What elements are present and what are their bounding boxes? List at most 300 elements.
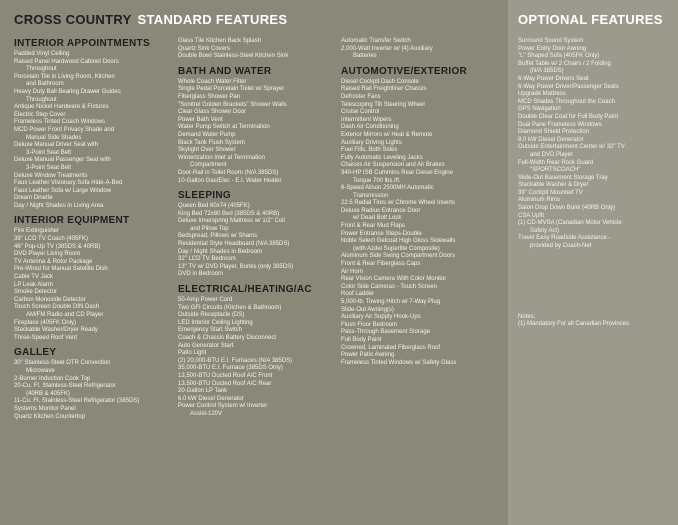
feature-text: Deluxe Window Treatments <box>14 172 88 179</box>
feature-item <box>178 241 338 249</box>
feature-text: 35,000-BTU E.I. Furnace (385DS Only) <box>178 365 283 372</box>
feature-text: Power Bath Vent <box>178 116 223 123</box>
feature-item <box>178 86 338 94</box>
feature-text: Surround Sound System <box>518 38 584 44</box>
section-interior-appointments <box>14 38 184 210</box>
feature-item <box>341 223 506 231</box>
feature-item <box>14 180 184 188</box>
feature-text: Fireplace (405FK Only) <box>14 319 77 326</box>
feature-text: Faux Leather Visionary Sofa Hide-A-Bed <box>14 180 123 187</box>
feature-item <box>14 59 184 74</box>
feature-text-continued: Throughout <box>26 66 57 73</box>
feature-text: Water Pump Switch at Termination <box>178 124 270 131</box>
feature-text: Queen Bed 60x74 (405FK) <box>178 203 250 210</box>
feature-text: Rear Vision Camera With Color Monitor <box>341 276 447 283</box>
feature-item <box>518 175 676 183</box>
feature-item <box>341 253 506 261</box>
feature-text: Padded Vinyl Ceiling <box>14 51 70 57</box>
feature-item <box>14 266 184 274</box>
feature-text: Dream Dinette <box>14 195 53 202</box>
feature-text: Day / Night Shades in Living Area <box>14 202 104 209</box>
section-title: AUTOMOTIVE/EXTERIOR <box>341 65 468 77</box>
feature-text: Telescoping Tilt Steering Wheel <box>341 101 425 108</box>
feature-item <box>178 343 338 351</box>
feature-item <box>341 291 506 299</box>
feature-text: Cruise Control <box>341 109 380 116</box>
feature-text: 20-Cu. Ft. Stainless-Steel Refrigerator <box>14 383 116 390</box>
feature-text: 22.5 Radial Tires w/ Chrome Wheel Inserts <box>341 200 456 207</box>
feature-item <box>341 94 506 102</box>
feature-text-continued: Batteries <box>353 53 377 60</box>
feature-text: "Sonitrel Golden Brackets" Shower Walls <box>178 101 287 108</box>
feature-item <box>341 117 506 125</box>
feature-item <box>518 182 676 190</box>
feature-item <box>14 74 184 89</box>
section-automotive-exterior <box>341 66 506 368</box>
feature-text: DVD in Bedroom <box>178 271 224 278</box>
optional-features-title: OPTIONAL FEATURES <box>518 12 663 27</box>
feature-text: Color Side Cameras - Touch Screen <box>341 283 437 290</box>
feature-list <box>341 38 506 61</box>
feature-item <box>14 398 184 406</box>
feature-item <box>341 299 506 307</box>
feature-item <box>178 218 338 233</box>
feature-text: Frameless Tinted Windows w/ Safety Glass <box>341 359 457 366</box>
feature-text-continued: and Pillow Top <box>190 225 229 232</box>
feature-list <box>178 79 338 185</box>
feature-item <box>178 170 338 178</box>
feature-item <box>518 137 676 145</box>
section-title: BATH AND WATER <box>178 65 272 77</box>
feature-item <box>14 104 184 112</box>
feature-item <box>341 269 506 277</box>
feature-item <box>518 99 676 107</box>
feature-item <box>341 307 506 315</box>
feature-text: Power Entry Door Awning <box>518 45 587 52</box>
feature-item <box>341 200 506 208</box>
feature-text: Raised Panel Hardwood Cabinet Doors <box>14 58 119 65</box>
feature-text: CSA Upfit <box>518 212 545 219</box>
feature-text: 6-Way Power Driver/Passenger Seats <box>518 83 619 90</box>
feature-item <box>14 383 184 398</box>
feature-text: Pass-Through Basement Storage <box>341 329 431 336</box>
feature-text: Outside Entertainment Center w/ 32" TV <box>518 144 625 151</box>
feature-text: Smoke Detector <box>14 289 58 296</box>
feature-item <box>14 376 184 384</box>
feature-item <box>178 335 338 343</box>
feature-item <box>341 155 506 163</box>
feature-item <box>518 106 676 114</box>
feature-text: Coach & Chassis Battery Disconnect <box>178 335 277 341</box>
feature-text-continued: w/ Dead Bolt Lock <box>353 215 402 222</box>
feature-item <box>178 140 338 148</box>
column-2 <box>178 38 338 424</box>
feature-text: Double Bowl Stainless-Steel Kitchen Sink <box>178 53 289 60</box>
feature-item <box>178 358 338 366</box>
page-header <box>14 12 287 27</box>
feature-item <box>14 89 184 104</box>
feature-text: Diesel Cockpit Dash Console <box>341 78 419 85</box>
feature-text: Bedspread, Pillows w/ Shams <box>178 233 258 240</box>
feature-text: Black Tank Flush System <box>178 139 245 146</box>
feature-item <box>14 188 184 196</box>
section-interior-equipment <box>14 215 184 342</box>
feature-text: GPS Navigation <box>518 106 561 113</box>
feature-item <box>518 53 676 61</box>
feature-list <box>14 51 184 210</box>
feature-item <box>341 276 506 284</box>
feature-item <box>178 178 338 186</box>
feature-item <box>518 235 676 250</box>
feature-text: Electric Step Cover <box>14 111 66 118</box>
feature-text: Auxiliary Driving Lights <box>341 139 402 146</box>
feature-text-continued: and Bathroom <box>26 81 64 88</box>
feature-item <box>518 46 676 54</box>
feature-text: 6-Way Power Drivers Seat <box>518 75 589 82</box>
feature-text: 32" LCD TV Bedroom <box>178 256 236 263</box>
feature-item <box>178 109 338 117</box>
feature-item <box>341 208 506 223</box>
feature-text-continued: and DVD Player <box>530 151 574 158</box>
feature-item <box>178 271 338 279</box>
feature-text: King Bed 72x80 Bed (385DS & 40RB) <box>178 210 280 217</box>
optional-features-list <box>518 38 676 251</box>
feature-text: Auto Generator Start <box>178 342 234 349</box>
feature-text: Three-Speed Roof Vent <box>14 334 78 341</box>
feature-list <box>14 360 184 421</box>
feature-text: Deluxe Manual Passenger Seat with <box>14 157 111 164</box>
feature-text: Salon Drop Down Bunk (40RB Only) <box>518 205 616 212</box>
feature-item <box>341 109 506 117</box>
feature-item <box>14 203 184 211</box>
feature-text: 20-Gallon LP Tank <box>178 388 228 395</box>
feature-text: Pre-Wired for Manual Satellite Dish <box>14 266 108 273</box>
feature-item <box>341 238 506 253</box>
feature-item <box>14 51 184 59</box>
feature-text: Demand Water Pump <box>178 131 236 138</box>
feature-text: Single Pedal Porcelain Toilet w/ Sprayer <box>178 86 285 93</box>
feature-text: Stackable Washer & Dryer <box>518 182 589 189</box>
feature-text: Cable TV Jack <box>14 274 53 281</box>
feature-text: Fuel Fills, Both Sides <box>341 147 398 154</box>
feature-item <box>341 329 506 337</box>
feature-text: Deluxe Innerspring Mattress w/ 1/2" Coil <box>178 218 285 225</box>
feature-item <box>178 117 338 125</box>
feature-list <box>178 203 338 279</box>
feature-item <box>341 337 506 345</box>
feature-item <box>178 203 338 211</box>
feature-text: 46" Pop-Up TV (385DS & 40RB) <box>14 243 101 250</box>
feature-item <box>178 320 338 328</box>
section-galley <box>14 347 184 421</box>
feature-item <box>518 61 676 76</box>
feature-item <box>178 373 338 381</box>
feature-text-continued: (40RB & 405FK) <box>26 390 71 397</box>
feature-text: (2) 20,000-BTU E.I. Furnaces (N/A 385DS) <box>178 357 293 364</box>
feature-item <box>14 119 184 127</box>
feature-text: Diamond Shield Protection <box>518 129 590 136</box>
feature-text-continued: (with Azdel Superlite Composite) <box>353 245 440 252</box>
feature-text: DVD Player Living Room <box>14 251 81 258</box>
feature-item <box>341 231 506 239</box>
feature-text: Two GFI Circuits (Kitchen & Bathroom) <box>178 304 282 311</box>
feature-text: Power Patio Awning <box>341 352 395 359</box>
feature-item <box>14 244 184 252</box>
feature-text: Deluxe Manual Driver Seat with <box>14 142 99 149</box>
feature-text: Carbon Monoxide Detector <box>14 296 86 303</box>
feature-text: 11-Cu. Ft. Stainless-Steel Refrigerator (385DS) <box>14 398 140 405</box>
section-continued <box>341 38 506 61</box>
section-title: ELECTRICAL/HEATING/AC <box>178 284 312 296</box>
feature-text: 39" LCD TV Coach (405FK) <box>14 236 89 243</box>
feature-item <box>14 297 184 305</box>
feature-item <box>14 157 184 172</box>
feature-item <box>341 322 506 330</box>
feature-item <box>14 228 184 236</box>
feature-item <box>341 352 506 360</box>
feature-text: 8.0 kW Diesel Generator <box>518 136 584 143</box>
feature-text: Fire Extinguisher <box>14 228 60 235</box>
feature-text: 6-Speed Alison 2500MH Automatic <box>341 185 434 192</box>
feature-item <box>341 102 506 110</box>
feature-item <box>178 155 338 170</box>
feature-item <box>178 264 338 272</box>
feature-text: Frameless Tinted Coach Windows <box>14 119 106 126</box>
feature-text: Upgrade Mattress <box>518 91 566 98</box>
feature-text: 6.0 kW Diesel Generator <box>178 395 244 402</box>
feature-list <box>178 297 338 419</box>
feature-text: Faux Leather Sofa w/ Large Window <box>14 187 112 194</box>
feature-item <box>518 129 676 137</box>
feature-item <box>14 127 184 142</box>
feature-text: MCD Shades Throughout the Coach <box>518 98 615 105</box>
section-continued <box>178 38 338 61</box>
feature-item <box>178 233 338 241</box>
feature-item <box>518 38 676 46</box>
feature-item <box>341 38 506 46</box>
section-title: GALLEY <box>14 347 57 359</box>
feature-text: Glass Tile Kitchen Back Splash <box>178 38 262 44</box>
feature-text: Residential Style Headboard (N/A 385DS) <box>178 241 290 248</box>
feature-text: 13,500-BTU Ducted Roof A/C Rear <box>178 380 272 387</box>
feature-text: Front & Rear Fiberglass Caps <box>341 261 421 268</box>
feature-list <box>14 228 184 342</box>
feature-text: 2-Burner Induction Cook Top <box>14 375 91 382</box>
feature-item <box>178 38 338 46</box>
feature-text: LP Leak Alarm <box>14 281 53 288</box>
feature-text: Defroster Fans <box>341 93 381 100</box>
feature-text: Systems Monitor Panel <box>14 405 76 412</box>
feature-text: Antique Nickel Hardware & Fixtures <box>14 104 109 111</box>
feature-text-continued: (N/A 385DS) <box>530 68 564 75</box>
feature-text: Aluminum Side Swing Compartment Doors <box>341 253 456 260</box>
feature-item <box>178 147 338 155</box>
feature-item <box>178 396 338 404</box>
feature-item <box>518 84 676 92</box>
feature-text-continued: Assist-120V <box>190 410 223 417</box>
feature-item <box>178 297 338 305</box>
feature-text: Full Body Paint <box>341 336 382 343</box>
feature-text: Aluminum Rims <box>518 197 561 204</box>
section-title: INTERIOR APPOINTMENTS <box>14 38 150 49</box>
feature-item <box>518 144 676 159</box>
feature-item <box>341 124 506 132</box>
notes-list <box>518 321 676 329</box>
feature-item <box>518 160 676 175</box>
feature-item <box>341 185 506 200</box>
feature-text: Emergency Start Switch <box>178 327 243 334</box>
feature-item <box>178 249 338 257</box>
feature-item <box>518 205 676 213</box>
feature-item <box>341 261 506 269</box>
feature-item <box>14 282 184 290</box>
feature-item <box>178 403 338 418</box>
feature-text: MCD Power Front Privacy Shade and <box>14 126 115 133</box>
note-item: (1) Mandatory For all Canadian Provinces <box>518 321 630 327</box>
feature-item <box>178 94 338 102</box>
feature-text-continued: AM/FM Radio and CD Player <box>26 312 104 318</box>
feature-item <box>341 345 506 353</box>
feature-item <box>518 213 676 221</box>
feature-item <box>341 86 506 94</box>
feature-text-continued: 3-Point Seat Belt <box>26 164 72 171</box>
feature-item <box>178 79 338 87</box>
feature-item <box>178 256 338 264</box>
feature-text: Flush Floor Bedroom <box>341 321 398 328</box>
feature-item <box>178 53 338 61</box>
feature-item <box>341 360 506 368</box>
feature-list <box>341 79 506 368</box>
feature-item <box>14 360 184 375</box>
feature-item <box>518 190 676 198</box>
feature-text-continued: provided by Coach-Net <box>530 243 592 250</box>
feature-text: Dual Pane Frameless Windows <box>518 121 602 128</box>
feature-text: Fiberglass Shower Pan <box>178 93 241 100</box>
feature-item <box>341 79 506 87</box>
feature-text: Porcelain Tile in Living Room, Kitchen <box>14 73 115 80</box>
feature-text: Quartz Kitchen Countertop <box>14 413 86 420</box>
feature-item <box>518 114 676 122</box>
feature-item <box>14 289 184 297</box>
feature-item <box>14 195 184 203</box>
feature-text: 39" Cockpit Mounted TV <box>518 189 583 196</box>
feature-text: 2,000-Watt Inverter w/ (4) Auxiliary <box>341 45 433 52</box>
feature-text: Day / Night Shades in Bedroom <box>178 248 263 255</box>
feature-text: Winterization Inlet at Termination <box>178 154 265 161</box>
section-title: SLEEPING <box>178 190 231 202</box>
feature-text: Skylight Over Shower <box>178 147 236 154</box>
feature-text: Power Control System w/ Inverter <box>178 403 268 410</box>
feature-item <box>178 350 338 358</box>
feature-item <box>178 124 338 132</box>
feature-text: 340-HP ISB Cummins Rear Diesel Engine <box>341 169 453 176</box>
feature-text: Slide-Out Basement Storage Tray <box>518 174 608 181</box>
feature-item <box>178 305 338 313</box>
feature-item <box>14 304 184 319</box>
feature-text: Patio Light <box>178 350 207 357</box>
feature-text: 5,000-lb. Towing Hitch w/ 7-Way Plug <box>341 299 441 305</box>
feature-text: Touch Screen Double DIN Dash <box>14 304 100 311</box>
feature-text: 50-Amp Power Cord <box>178 297 233 304</box>
feature-item <box>518 197 676 205</box>
feature-text: Automatic Transfer Switch <box>341 38 411 44</box>
feature-item <box>341 132 506 140</box>
feature-text: Double Clear Coat for Full Body Paint <box>518 113 619 120</box>
feature-item <box>341 284 506 292</box>
feature-text: 10-Gallon Gas/Elec - E.I. Water Heater <box>178 177 282 184</box>
feature-text: Quartz Sink Covers <box>178 45 231 52</box>
feature-item <box>341 140 506 148</box>
feature-item <box>518 220 676 235</box>
feature-text: 13,500-BTU Ducted Roof A/C Front <box>178 372 273 379</box>
feature-item <box>14 274 184 282</box>
feature-text-continued: Throughout <box>26 96 57 103</box>
feature-text: Air Horn <box>341 268 364 275</box>
feature-item <box>14 335 184 343</box>
feature-item <box>14 414 184 422</box>
section-bath-and-water <box>178 66 338 185</box>
feature-item <box>14 142 184 157</box>
feature-item <box>341 170 506 185</box>
feature-item <box>341 147 506 155</box>
feature-item <box>178 381 338 389</box>
notes-title: Notes: <box>518 314 536 320</box>
feature-item <box>178 365 338 373</box>
feature-text: Noble Select Gelcoat High Gloss Sidewalls <box>341 238 456 245</box>
feature-text: Stackable Washer/Dryer Ready <box>14 327 98 334</box>
feature-text: Deluxe Radius Entrance Door <box>341 207 421 214</box>
brand-title: CROSS COUNTRY <box>14 12 132 27</box>
feature-item <box>14 320 184 328</box>
feature-text: Door-Rail in Toilet Room (N/A 385DS) <box>178 169 279 176</box>
feature-text-continued: Manual Side Shades <box>26 134 82 141</box>
feature-text-continued: Safety Act) <box>530 227 560 234</box>
section-title: INTERIOR EQUIPMENT <box>14 215 130 227</box>
feature-item <box>14 236 184 244</box>
feature-text: Clear Glass Shower Door <box>178 109 247 116</box>
feature-text: Crowned, Laminated Fiberglass Roof <box>341 344 441 351</box>
feature-text-continued: Torque 700 lbs./ft. <box>353 177 401 184</box>
feature-item <box>14 112 184 120</box>
feature-item <box>341 314 506 322</box>
feature-text: 13" TV w/ DVD Player, Bunks (only 385DS) <box>178 263 294 270</box>
feature-item <box>14 406 184 414</box>
feature-text: Dash Air Conditioning <box>341 124 399 131</box>
feature-text: Power Entrance Steps-Double <box>341 230 422 237</box>
column-3 <box>341 38 506 372</box>
feature-text: Roof Ladder <box>341 291 375 298</box>
standard-features-title: STANDARD FEATURES <box>137 12 288 27</box>
column-1 <box>14 38 184 426</box>
feature-text: Front & Rear Mud Flaps <box>341 223 406 230</box>
feature-item <box>178 327 338 335</box>
feature-text: 30" Stainless-Steel OTR Convection <box>14 360 111 367</box>
feature-item <box>518 122 676 130</box>
feature-item <box>178 132 338 140</box>
feature-item <box>14 173 184 181</box>
feature-text-continued: Microwave <box>26 367 55 374</box>
feature-item <box>178 102 338 110</box>
feature-item <box>178 211 338 219</box>
feature-text: (1) CD-MVSA (Canadian Motor Vehicle <box>518 220 622 227</box>
feature-item <box>518 76 676 84</box>
section-sleeping <box>178 190 338 279</box>
feature-text: Chassis Air Suspension and Air Brakes <box>341 162 445 169</box>
feature-text: Heavy Duty Ball Bearing Drawer Guides <box>14 88 121 95</box>
feature-item <box>14 251 184 259</box>
feature-text: "L" Shaped Sofa (405FK Only) <box>518 53 600 60</box>
feature-text: LED Interior Ceiling Lighting <box>178 319 253 326</box>
